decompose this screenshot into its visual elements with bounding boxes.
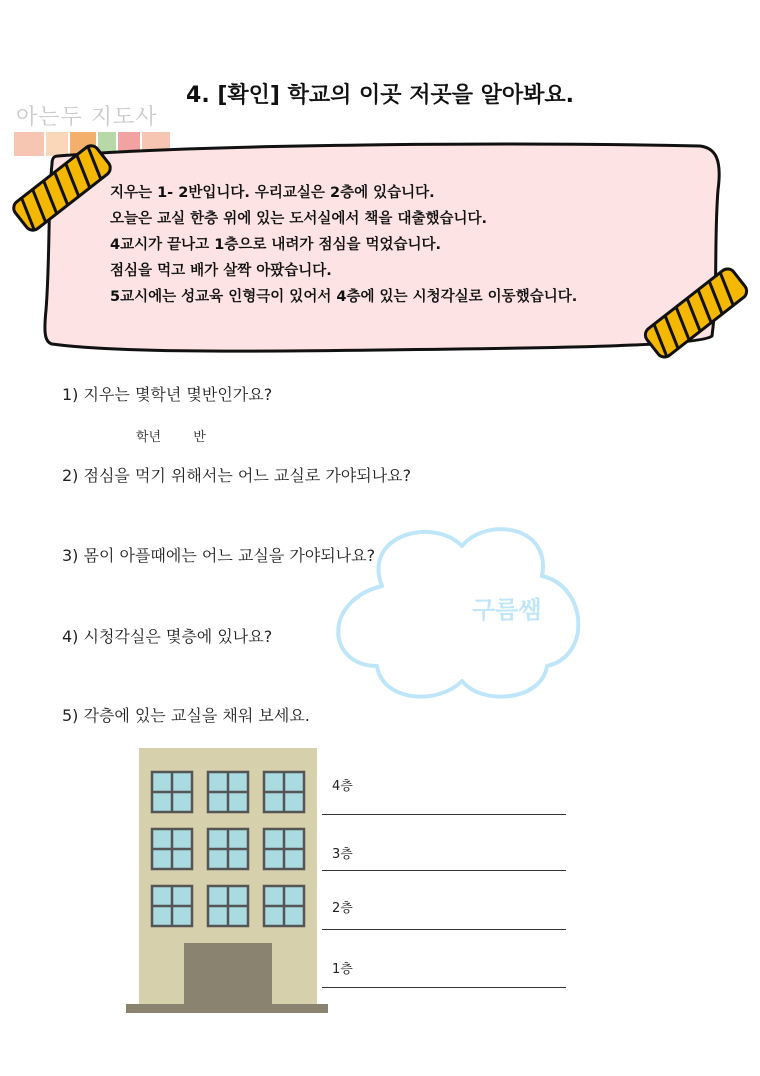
story-line: 4교시가 끝나고 1층으로 내려가 점심을 먹었습니다. <box>110 237 442 253</box>
question-5: 5) 각층에 있는 교실을 채워 보세요. <box>62 706 310 725</box>
floor-1-answer-line <box>322 987 566 988</box>
floor-1-label: 1층 <box>332 962 353 977</box>
grade-label: 학년 <box>136 430 162 445</box>
floor-2-answer-line <box>322 929 566 930</box>
story-line: 점심을 먹고 배가 살짝 아팠습니다. <box>110 263 332 279</box>
school-building-illustration <box>124 748 334 1018</box>
page-title: 4. [확인] 학교의 이곳 저곳을 알아봐요. <box>186 83 574 108</box>
question-2: 2) 점심을 먹기 위해서는 어느 교실로 가야되나요? <box>62 466 412 485</box>
question-1: 1) 지우는 몇학년 몇반인가요? <box>62 385 273 404</box>
story-text <box>110 180 680 310</box>
grade-class-answer <box>136 426 234 445</box>
floor-4-label: 4층 <box>332 779 353 794</box>
story-note <box>0 130 760 370</box>
floor-2-label: 2층 <box>332 901 353 916</box>
story-line: 지우는 1- 2반입니다. 우리교실은 2층에 있습니다. <box>110 185 435 201</box>
story-line: 오늘은 교실 한층 위에 있는 도서실에서 책을 대출했습니다. <box>110 211 488 227</box>
logo-text: 아는두 지도사 <box>16 105 158 130</box>
floor-4-answer-line <box>322 814 566 815</box>
floor-3-answer-line <box>322 870 566 871</box>
story-line: 5교시에는 성교육 인형극이 있어서 4층에 있는 시청각실로 이동했습니다. <box>110 289 578 305</box>
floor-3-label: 3층 <box>332 847 353 862</box>
question-4: 4) 시청각실은 몇층에 있나요? <box>62 627 273 646</box>
class-label: 반 <box>193 430 206 445</box>
question-3: 3) 몸이 아플때에는 어느 교실을 가야되나요? <box>62 546 376 565</box>
watermark-text: 구름쌤 <box>472 596 542 624</box>
